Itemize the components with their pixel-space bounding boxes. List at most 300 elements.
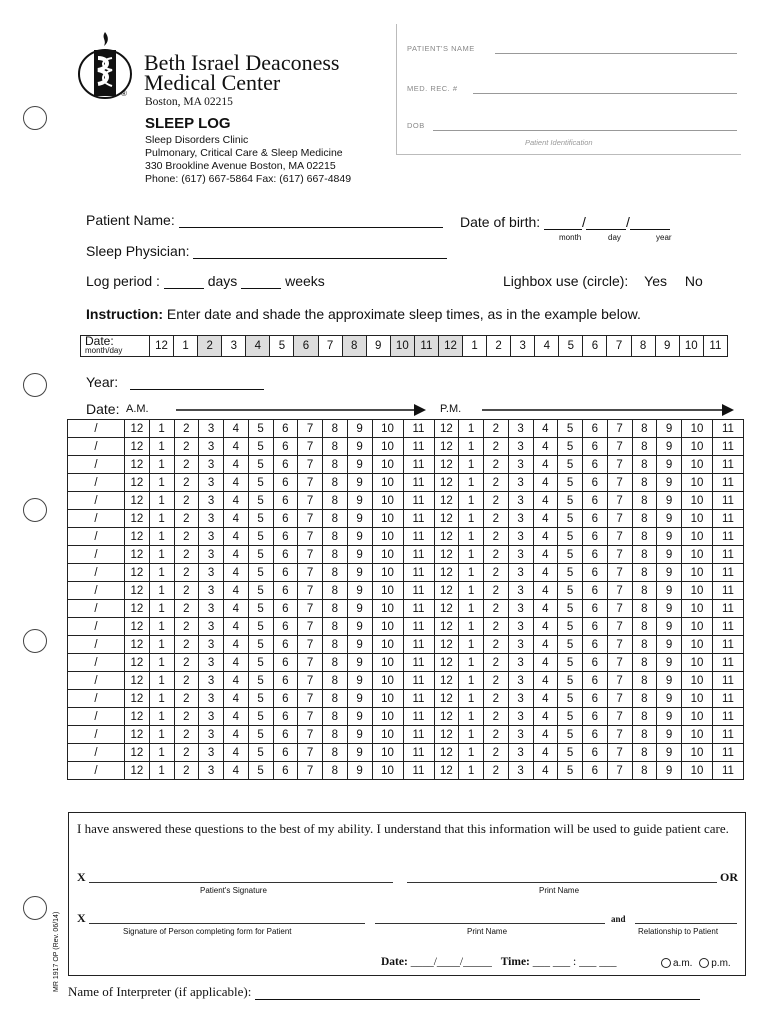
grid-hour-cell[interactable]: 4 bbox=[224, 546, 249, 564]
grid-hour-cell[interactable]: 9 bbox=[657, 762, 682, 780]
grid-hour-cell[interactable]: 10 bbox=[372, 744, 403, 762]
grid-hour-cell[interactable]: 5 bbox=[558, 492, 583, 510]
grid-hour-cell[interactable]: 9 bbox=[657, 744, 682, 762]
grid-hour-cell[interactable]: 9 bbox=[347, 420, 372, 438]
grid-hour-cell[interactable]: 1 bbox=[149, 528, 174, 546]
grid-hour-cell[interactable]: 1 bbox=[459, 528, 484, 546]
grid-hour-cell[interactable]: 12 bbox=[434, 618, 459, 636]
grid-hour-cell[interactable]: 8 bbox=[323, 582, 348, 600]
grid-hour-cell[interactable]: 12 bbox=[125, 618, 150, 636]
grid-hour-cell[interactable]: 12 bbox=[125, 744, 150, 762]
grid-date-cell[interactable]: / bbox=[68, 456, 125, 474]
grid-hour-cell[interactable]: 11 bbox=[403, 456, 434, 474]
grid-hour-cell[interactable]: 10 bbox=[682, 510, 713, 528]
grid-hour-cell[interactable]: 11 bbox=[403, 672, 434, 690]
grid-hour-cell[interactable]: 8 bbox=[323, 672, 348, 690]
grid-hour-cell[interactable]: 2 bbox=[484, 474, 509, 492]
grid-hour-cell[interactable]: 2 bbox=[484, 438, 509, 456]
grid-hour-cell[interactable]: 6 bbox=[273, 762, 298, 780]
grid-hour-cell[interactable]: 2 bbox=[174, 600, 199, 618]
grid-hour-cell[interactable]: 4 bbox=[533, 636, 558, 654]
grid-hour-cell[interactable]: 9 bbox=[347, 510, 372, 528]
grid-hour-cell[interactable]: 8 bbox=[323, 690, 348, 708]
grid-hour-cell[interactable]: 2 bbox=[174, 492, 199, 510]
grid-hour-cell[interactable]: 6 bbox=[273, 546, 298, 564]
grid-hour-cell[interactable]: 6 bbox=[273, 708, 298, 726]
grid-hour-cell[interactable]: 11 bbox=[403, 690, 434, 708]
grid-hour-cell[interactable]: 2 bbox=[484, 708, 509, 726]
grid-hour-cell[interactable]: 3 bbox=[199, 492, 224, 510]
grid-hour-cell[interactable]: 6 bbox=[583, 420, 608, 438]
grid-hour-cell[interactable]: 5 bbox=[248, 762, 273, 780]
grid-hour-cell[interactable]: 10 bbox=[372, 762, 403, 780]
grid-hour-cell[interactable]: 7 bbox=[298, 690, 323, 708]
print-name-line-2[interactable] bbox=[375, 923, 605, 924]
grid-hour-cell[interactable]: 2 bbox=[484, 582, 509, 600]
grid-hour-cell[interactable]: 12 bbox=[125, 672, 150, 690]
grid-hour-cell[interactable]: 3 bbox=[508, 744, 533, 762]
grid-hour-cell[interactable]: 3 bbox=[199, 582, 224, 600]
grid-hour-cell[interactable]: 11 bbox=[713, 474, 744, 492]
grid-hour-cell[interactable]: 11 bbox=[713, 528, 744, 546]
grid-hour-cell[interactable]: 2 bbox=[484, 492, 509, 510]
grid-hour-cell[interactable]: 2 bbox=[174, 456, 199, 474]
grid-hour-cell[interactable]: 10 bbox=[682, 600, 713, 618]
grid-hour-cell[interactable]: 7 bbox=[298, 456, 323, 474]
grid-hour-cell[interactable]: 12 bbox=[125, 654, 150, 672]
grid-hour-cell[interactable]: 8 bbox=[632, 420, 657, 438]
grid-hour-cell[interactable]: 9 bbox=[347, 582, 372, 600]
grid-hour-cell[interactable]: 6 bbox=[273, 636, 298, 654]
grid-hour-cell[interactable]: 10 bbox=[682, 654, 713, 672]
grid-hour-cell[interactable]: 4 bbox=[224, 618, 249, 636]
grid-hour-cell[interactable]: 10 bbox=[682, 690, 713, 708]
grid-hour-cell[interactable]: 4 bbox=[533, 564, 558, 582]
grid-hour-cell[interactable]: 5 bbox=[248, 708, 273, 726]
grid-hour-cell[interactable]: 6 bbox=[273, 474, 298, 492]
grid-hour-cell[interactable]: 1 bbox=[149, 708, 174, 726]
grid-hour-cell[interactable]: 1 bbox=[459, 600, 484, 618]
grid-hour-cell[interactable]: 4 bbox=[224, 762, 249, 780]
grid-hour-cell[interactable]: 2 bbox=[174, 438, 199, 456]
pid-medrec-line[interactable] bbox=[473, 93, 737, 94]
grid-hour-cell[interactable]: 2 bbox=[174, 510, 199, 528]
grid-hour-cell[interactable]: 12 bbox=[125, 690, 150, 708]
grid-hour-cell[interactable]: 10 bbox=[682, 636, 713, 654]
grid-hour-cell[interactable]: 3 bbox=[199, 762, 224, 780]
grid-hour-cell[interactable]: 7 bbox=[298, 762, 323, 780]
grid-hour-cell[interactable]: 7 bbox=[607, 456, 632, 474]
grid-hour-cell[interactable]: 7 bbox=[607, 420, 632, 438]
grid-hour-cell[interactable]: 11 bbox=[403, 564, 434, 582]
pid-dob-line[interactable] bbox=[433, 130, 737, 131]
dob-day-field[interactable] bbox=[586, 215, 626, 230]
grid-hour-cell[interactable]: 2 bbox=[484, 528, 509, 546]
grid-date-cell[interactable]: / bbox=[68, 546, 125, 564]
grid-hour-cell[interactable]: 8 bbox=[632, 708, 657, 726]
grid-hour-cell[interactable]: 1 bbox=[149, 546, 174, 564]
grid-hour-cell[interactable]: 6 bbox=[583, 600, 608, 618]
grid-hour-cell[interactable]: 11 bbox=[713, 564, 744, 582]
grid-hour-cell[interactable]: 11 bbox=[713, 726, 744, 744]
grid-hour-cell[interactable]: 1 bbox=[459, 474, 484, 492]
grid-hour-cell[interactable]: 12 bbox=[434, 636, 459, 654]
grid-hour-cell[interactable]: 10 bbox=[682, 546, 713, 564]
grid-hour-cell[interactable]: 2 bbox=[484, 690, 509, 708]
grid-hour-cell[interactable]: 8 bbox=[323, 420, 348, 438]
grid-hour-cell[interactable]: 3 bbox=[508, 564, 533, 582]
grid-hour-cell[interactable]: 6 bbox=[583, 438, 608, 456]
grid-hour-cell[interactable]: 2 bbox=[484, 636, 509, 654]
grid-hour-cell[interactable]: 9 bbox=[347, 546, 372, 564]
grid-hour-cell[interactable]: 3 bbox=[199, 744, 224, 762]
grid-hour-cell[interactable]: 1 bbox=[149, 492, 174, 510]
grid-hour-cell[interactable]: 11 bbox=[403, 654, 434, 672]
grid-hour-cell[interactable]: 9 bbox=[657, 654, 682, 672]
grid-hour-cell[interactable]: 4 bbox=[224, 564, 249, 582]
am-radio[interactable] bbox=[661, 958, 671, 968]
grid-hour-cell[interactable]: 5 bbox=[248, 636, 273, 654]
grid-hour-cell[interactable]: 2 bbox=[174, 564, 199, 582]
grid-hour-cell[interactable]: 9 bbox=[657, 564, 682, 582]
grid-hour-cell[interactable]: 5 bbox=[558, 672, 583, 690]
grid-hour-cell[interactable]: 12 bbox=[125, 474, 150, 492]
grid-hour-cell[interactable]: 2 bbox=[484, 600, 509, 618]
lightbox-no[interactable]: No bbox=[684, 273, 703, 289]
grid-hour-cell[interactable]: 3 bbox=[199, 726, 224, 744]
grid-hour-cell[interactable]: 12 bbox=[434, 600, 459, 618]
grid-hour-cell[interactable]: 11 bbox=[713, 438, 744, 456]
grid-hour-cell[interactable]: 7 bbox=[607, 636, 632, 654]
grid-hour-cell[interactable]: 1 bbox=[459, 672, 484, 690]
grid-hour-cell[interactable]: 1 bbox=[459, 456, 484, 474]
grid-hour-cell[interactable]: 12 bbox=[434, 438, 459, 456]
grid-hour-cell[interactable]: 5 bbox=[558, 726, 583, 744]
grid-hour-cell[interactable]: 1 bbox=[149, 456, 174, 474]
grid-hour-cell[interactable]: 12 bbox=[434, 744, 459, 762]
grid-hour-cell[interactable]: 12 bbox=[434, 510, 459, 528]
grid-hour-cell[interactable]: 10 bbox=[372, 690, 403, 708]
grid-hour-cell[interactable]: 9 bbox=[657, 456, 682, 474]
sig-time-field[interactable]: ___ ___ : ___ ___ bbox=[532, 956, 617, 968]
grid-hour-cell[interactable]: 1 bbox=[149, 672, 174, 690]
grid-hour-cell[interactable]: 1 bbox=[149, 762, 174, 780]
grid-hour-cell[interactable]: 1 bbox=[459, 690, 484, 708]
grid-hour-cell[interactable]: 11 bbox=[403, 582, 434, 600]
grid-hour-cell[interactable]: 10 bbox=[372, 528, 403, 546]
grid-hour-cell[interactable]: 12 bbox=[125, 636, 150, 654]
grid-hour-cell[interactable]: 7 bbox=[298, 564, 323, 582]
grid-hour-cell[interactable]: 9 bbox=[347, 744, 372, 762]
grid-hour-cell[interactable]: 8 bbox=[323, 528, 348, 546]
grid-hour-cell[interactable]: 7 bbox=[298, 474, 323, 492]
grid-hour-cell[interactable]: 1 bbox=[149, 474, 174, 492]
grid-hour-cell[interactable]: 2 bbox=[174, 546, 199, 564]
grid-hour-cell[interactable]: 5 bbox=[248, 456, 273, 474]
grid-hour-cell[interactable]: 4 bbox=[533, 726, 558, 744]
grid-hour-cell[interactable]: 12 bbox=[434, 546, 459, 564]
grid-hour-cell[interactable]: 4 bbox=[533, 762, 558, 780]
grid-hour-cell[interactable]: 5 bbox=[558, 618, 583, 636]
grid-hour-cell[interactable]: 6 bbox=[583, 708, 608, 726]
grid-hour-cell[interactable]: 9 bbox=[347, 618, 372, 636]
grid-hour-cell[interactable]: 6 bbox=[583, 582, 608, 600]
grid-hour-cell[interactable]: 9 bbox=[347, 492, 372, 510]
grid-hour-cell[interactable]: 12 bbox=[434, 564, 459, 582]
lightbox-yes[interactable]: Yes bbox=[644, 273, 668, 289]
grid-hour-cell[interactable]: 8 bbox=[632, 510, 657, 528]
grid-hour-cell[interactable]: 8 bbox=[632, 456, 657, 474]
grid-hour-cell[interactable]: 2 bbox=[484, 726, 509, 744]
grid-hour-cell[interactable]: 12 bbox=[125, 708, 150, 726]
grid-hour-cell[interactable]: 5 bbox=[248, 510, 273, 528]
grid-hour-cell[interactable]: 10 bbox=[682, 564, 713, 582]
grid-hour-cell[interactable]: 9 bbox=[657, 474, 682, 492]
grid-hour-cell[interactable]: 4 bbox=[224, 582, 249, 600]
grid-hour-cell[interactable]: 1 bbox=[459, 654, 484, 672]
grid-hour-cell[interactable]: 9 bbox=[657, 510, 682, 528]
grid-hour-cell[interactable]: 6 bbox=[583, 726, 608, 744]
grid-hour-cell[interactable]: 11 bbox=[403, 528, 434, 546]
grid-hour-cell[interactable]: 11 bbox=[403, 474, 434, 492]
grid-hour-cell[interactable]: 2 bbox=[174, 618, 199, 636]
physician-field[interactable] bbox=[193, 244, 447, 259]
grid-hour-cell[interactable]: 10 bbox=[372, 546, 403, 564]
grid-hour-cell[interactable]: 6 bbox=[273, 654, 298, 672]
grid-hour-cell[interactable]: 7 bbox=[298, 510, 323, 528]
grid-hour-cell[interactable]: 11 bbox=[403, 510, 434, 528]
grid-hour-cell[interactable]: 11 bbox=[713, 708, 744, 726]
grid-hour-cell[interactable]: 1 bbox=[149, 618, 174, 636]
grid-hour-cell[interactable]: 1 bbox=[459, 582, 484, 600]
grid-hour-cell[interactable]: 9 bbox=[657, 528, 682, 546]
grid-hour-cell[interactable]: 8 bbox=[632, 564, 657, 582]
grid-hour-cell[interactable]: 10 bbox=[682, 672, 713, 690]
grid-hour-cell[interactable]: 8 bbox=[632, 582, 657, 600]
grid-hour-cell[interactable]: 3 bbox=[508, 456, 533, 474]
grid-hour-cell[interactable]: 1 bbox=[459, 762, 484, 780]
grid-hour-cell[interactable]: 11 bbox=[403, 546, 434, 564]
grid-hour-cell[interactable]: 9 bbox=[347, 474, 372, 492]
grid-hour-cell[interactable]: 1 bbox=[149, 420, 174, 438]
grid-hour-cell[interactable]: 2 bbox=[484, 744, 509, 762]
grid-hour-cell[interactable]: 9 bbox=[347, 564, 372, 582]
grid-hour-cell[interactable]: 5 bbox=[558, 762, 583, 780]
grid-hour-cell[interactable]: 7 bbox=[607, 690, 632, 708]
grid-date-cell[interactable]: / bbox=[68, 618, 125, 636]
grid-hour-cell[interactable]: 5 bbox=[558, 438, 583, 456]
grid-date-cell[interactable]: / bbox=[68, 528, 125, 546]
grid-hour-cell[interactable]: 3 bbox=[508, 420, 533, 438]
grid-hour-cell[interactable]: 3 bbox=[508, 600, 533, 618]
grid-hour-cell[interactable]: 2 bbox=[174, 690, 199, 708]
grid-hour-cell[interactable]: 6 bbox=[583, 510, 608, 528]
grid-hour-cell[interactable]: 6 bbox=[583, 456, 608, 474]
grid-hour-cell[interactable]: 9 bbox=[657, 690, 682, 708]
grid-hour-cell[interactable]: 5 bbox=[248, 438, 273, 456]
grid-hour-cell[interactable]: 5 bbox=[558, 600, 583, 618]
grid-hour-cell[interactable]: 3 bbox=[508, 474, 533, 492]
grid-hour-cell[interactable]: 7 bbox=[298, 654, 323, 672]
grid-hour-cell[interactable]: 12 bbox=[125, 564, 150, 582]
grid-hour-cell[interactable]: 3 bbox=[199, 654, 224, 672]
grid-hour-cell[interactable]: 8 bbox=[632, 474, 657, 492]
grid-hour-cell[interactable]: 2 bbox=[484, 510, 509, 528]
grid-hour-cell[interactable]: 4 bbox=[533, 672, 558, 690]
grid-hour-cell[interactable]: 1 bbox=[459, 744, 484, 762]
grid-hour-cell[interactable]: 10 bbox=[682, 528, 713, 546]
grid-hour-cell[interactable]: 10 bbox=[372, 420, 403, 438]
grid-hour-cell[interactable]: 2 bbox=[174, 528, 199, 546]
grid-hour-cell[interactable]: 12 bbox=[434, 672, 459, 690]
grid-date-cell[interactable]: / bbox=[68, 744, 125, 762]
grid-hour-cell[interactable]: 12 bbox=[434, 582, 459, 600]
grid-hour-cell[interactable]: 11 bbox=[403, 618, 434, 636]
grid-hour-cell[interactable]: 6 bbox=[273, 420, 298, 438]
grid-hour-cell[interactable]: 3 bbox=[199, 600, 224, 618]
grid-hour-cell[interactable]: 7 bbox=[298, 420, 323, 438]
grid-hour-cell[interactable]: 9 bbox=[347, 672, 372, 690]
grid-hour-cell[interactable]: 5 bbox=[558, 654, 583, 672]
grid-hour-cell[interactable]: 5 bbox=[248, 564, 273, 582]
grid-hour-cell[interactable]: 5 bbox=[248, 600, 273, 618]
grid-hour-cell[interactable]: 9 bbox=[657, 582, 682, 600]
grid-hour-cell[interactable]: 3 bbox=[508, 528, 533, 546]
grid-hour-cell[interactable]: 5 bbox=[558, 744, 583, 762]
grid-hour-cell[interactable]: 11 bbox=[713, 762, 744, 780]
grid-hour-cell[interactable]: 9 bbox=[657, 546, 682, 564]
grid-hour-cell[interactable]: 6 bbox=[273, 582, 298, 600]
grid-hour-cell[interactable]: 11 bbox=[403, 636, 434, 654]
grid-hour-cell[interactable]: 4 bbox=[533, 582, 558, 600]
grid-hour-cell[interactable]: 6 bbox=[273, 690, 298, 708]
grid-hour-cell[interactable]: 11 bbox=[713, 546, 744, 564]
grid-hour-cell[interactable]: 6 bbox=[273, 600, 298, 618]
grid-hour-cell[interactable]: 4 bbox=[224, 744, 249, 762]
grid-hour-cell[interactable]: 11 bbox=[713, 420, 744, 438]
grid-hour-cell[interactable]: 5 bbox=[558, 582, 583, 600]
grid-hour-cell[interactable]: 11 bbox=[403, 744, 434, 762]
grid-hour-cell[interactable]: 5 bbox=[248, 618, 273, 636]
grid-hour-cell[interactable]: 10 bbox=[372, 438, 403, 456]
grid-hour-cell[interactable]: 9 bbox=[657, 726, 682, 744]
grid-hour-cell[interactable]: 4 bbox=[533, 618, 558, 636]
grid-hour-cell[interactable]: 2 bbox=[174, 726, 199, 744]
grid-hour-cell[interactable]: 10 bbox=[372, 564, 403, 582]
grid-hour-cell[interactable]: 7 bbox=[607, 438, 632, 456]
grid-hour-cell[interactable]: 9 bbox=[347, 762, 372, 780]
grid-hour-cell[interactable]: 4 bbox=[533, 456, 558, 474]
dob-month-field[interactable] bbox=[544, 215, 582, 230]
grid-hour-cell[interactable]: 3 bbox=[199, 690, 224, 708]
grid-hour-cell[interactable]: 2 bbox=[174, 744, 199, 762]
grid-hour-cell[interactable]: 8 bbox=[323, 708, 348, 726]
grid-hour-cell[interactable]: 10 bbox=[682, 492, 713, 510]
grid-hour-cell[interactable]: 9 bbox=[347, 654, 372, 672]
grid-hour-cell[interactable]: 2 bbox=[484, 564, 509, 582]
grid-hour-cell[interactable]: 6 bbox=[273, 492, 298, 510]
grid-hour-cell[interactable]: 8 bbox=[632, 690, 657, 708]
grid-hour-cell[interactable]: 1 bbox=[459, 618, 484, 636]
grid-hour-cell[interactable]: 4 bbox=[533, 654, 558, 672]
grid-hour-cell[interactable]: 5 bbox=[248, 654, 273, 672]
grid-hour-cell[interactable]: 6 bbox=[273, 438, 298, 456]
grid-hour-cell[interactable]: 3 bbox=[199, 420, 224, 438]
grid-hour-cell[interactable]: 6 bbox=[273, 672, 298, 690]
grid-hour-cell[interactable]: 4 bbox=[533, 492, 558, 510]
grid-hour-cell[interactable]: 7 bbox=[607, 474, 632, 492]
grid-hour-cell[interactable]: 4 bbox=[224, 528, 249, 546]
grid-hour-cell[interactable]: 5 bbox=[248, 420, 273, 438]
grid-hour-cell[interactable]: 5 bbox=[248, 492, 273, 510]
relationship-line[interactable] bbox=[635, 923, 737, 924]
grid-hour-cell[interactable]: 1 bbox=[149, 726, 174, 744]
grid-hour-cell[interactable]: 1 bbox=[459, 564, 484, 582]
grid-hour-cell[interactable]: 9 bbox=[657, 600, 682, 618]
grid-hour-cell[interactable]: 5 bbox=[558, 474, 583, 492]
grid-hour-cell[interactable]: 12 bbox=[125, 492, 150, 510]
grid-hour-cell[interactable]: 2 bbox=[174, 474, 199, 492]
grid-hour-cell[interactable]: 1 bbox=[459, 492, 484, 510]
grid-hour-cell[interactable]: 1 bbox=[149, 654, 174, 672]
grid-date-cell[interactable]: / bbox=[68, 654, 125, 672]
grid-hour-cell[interactable]: 1 bbox=[149, 582, 174, 600]
grid-hour-cell[interactable]: 3 bbox=[508, 438, 533, 456]
grid-hour-cell[interactable]: 12 bbox=[125, 438, 150, 456]
grid-hour-cell[interactable]: 8 bbox=[323, 456, 348, 474]
grid-hour-cell[interactable]: 3 bbox=[508, 636, 533, 654]
grid-hour-cell[interactable]: 2 bbox=[484, 420, 509, 438]
grid-hour-cell[interactable]: 2 bbox=[484, 762, 509, 780]
grid-hour-cell[interactable]: 7 bbox=[607, 654, 632, 672]
grid-hour-cell[interactable]: 8 bbox=[323, 474, 348, 492]
grid-hour-cell[interactable]: 11 bbox=[713, 636, 744, 654]
log-days-field[interactable] bbox=[164, 274, 204, 289]
grid-hour-cell[interactable]: 4 bbox=[224, 672, 249, 690]
grid-hour-cell[interactable]: 11 bbox=[713, 744, 744, 762]
grid-hour-cell[interactable]: 12 bbox=[125, 726, 150, 744]
grid-hour-cell[interactable]: 6 bbox=[583, 492, 608, 510]
grid-hour-cell[interactable]: 7 bbox=[607, 726, 632, 744]
grid-hour-cell[interactable]: 7 bbox=[607, 582, 632, 600]
grid-hour-cell[interactable]: 2 bbox=[174, 672, 199, 690]
interpreter-field[interactable] bbox=[255, 985, 700, 1000]
grid-hour-cell[interactable]: 4 bbox=[224, 420, 249, 438]
grid-hour-cell[interactable]: 10 bbox=[372, 654, 403, 672]
grid-hour-cell[interactable]: 3 bbox=[508, 672, 533, 690]
grid-hour-cell[interactable]: 2 bbox=[174, 582, 199, 600]
grid-date-cell[interactable]: / bbox=[68, 708, 125, 726]
grid-hour-cell[interactable]: 3 bbox=[508, 708, 533, 726]
grid-hour-cell[interactable]: 3 bbox=[508, 510, 533, 528]
grid-hour-cell[interactable]: 4 bbox=[224, 438, 249, 456]
grid-hour-cell[interactable]: 1 bbox=[459, 708, 484, 726]
grid-hour-cell[interactable]: 9 bbox=[657, 708, 682, 726]
grid-hour-cell[interactable]: 10 bbox=[372, 582, 403, 600]
grid-hour-cell[interactable]: 6 bbox=[273, 726, 298, 744]
dob-year-field[interactable] bbox=[630, 215, 670, 230]
grid-hour-cell[interactable]: 10 bbox=[682, 474, 713, 492]
grid-hour-cell[interactable]: 10 bbox=[372, 672, 403, 690]
grid-hour-cell[interactable]: 3 bbox=[199, 510, 224, 528]
grid-hour-cell[interactable]: 7 bbox=[298, 438, 323, 456]
grid-hour-cell[interactable]: 4 bbox=[533, 744, 558, 762]
grid-hour-cell[interactable]: 10 bbox=[682, 420, 713, 438]
grid-hour-cell[interactable]: 11 bbox=[713, 600, 744, 618]
grid-hour-cell[interactable]: 10 bbox=[372, 510, 403, 528]
grid-hour-cell[interactable]: 3 bbox=[508, 654, 533, 672]
grid-hour-cell[interactable]: 8 bbox=[323, 510, 348, 528]
